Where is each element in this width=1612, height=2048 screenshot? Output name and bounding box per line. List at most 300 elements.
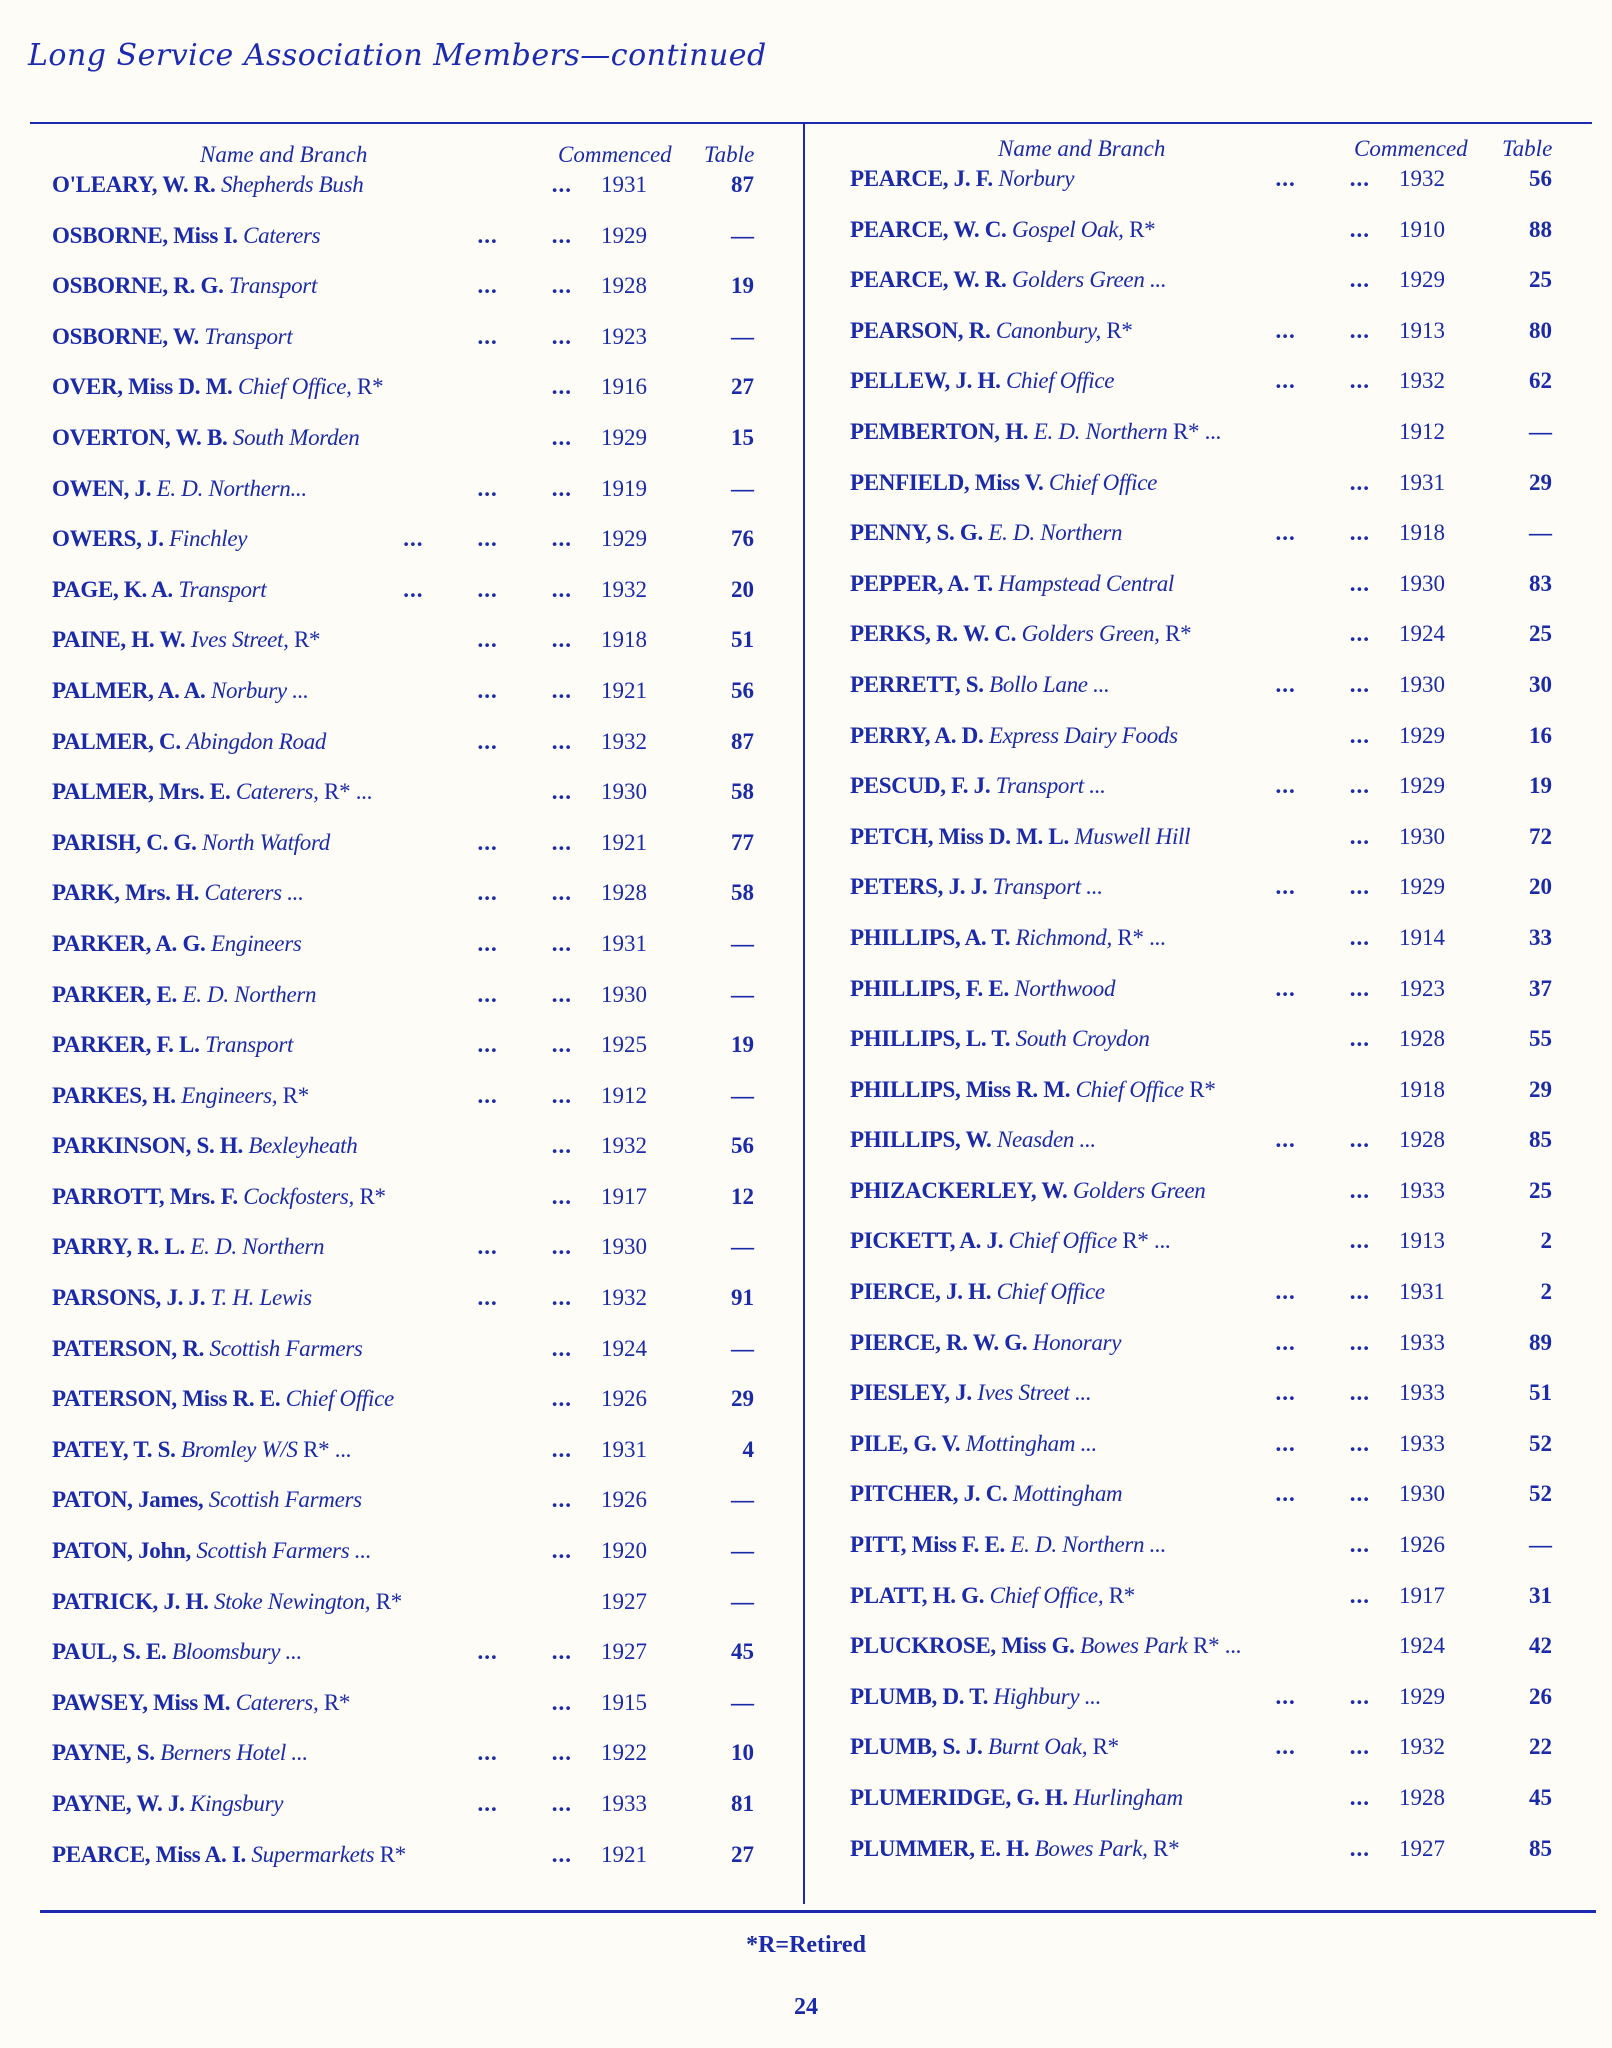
member-row [52, 779, 772, 830]
table-number: — [731, 1538, 754, 1564]
surname: PESCUD, F. J. [850, 773, 991, 799]
retired-mark: R* [282, 1082, 309, 1108]
member-name [52, 1791, 283, 1817]
table-number: 87 [731, 172, 754, 197]
member-name [850, 318, 1133, 344]
commenced-year: 1927 [601, 1588, 647, 1614]
member-name [52, 1437, 351, 1463]
surname: PLATT, H. G. [850, 1582, 985, 1608]
retired-mark: R* [357, 374, 384, 400]
branch: Norbury [998, 166, 1075, 191]
member-row [52, 1184, 772, 1235]
leader-dots: ... [1349, 1532, 1370, 1558]
surname: PAUL, S. E. [52, 1639, 167, 1665]
leader-dots: ... ... [1275, 1329, 1370, 1355]
member-name [850, 874, 1103, 900]
surname: PEPPER, A. T. [850, 570, 993, 596]
branch: Honorary [1032, 1329, 1122, 1355]
table-number: — [731, 1487, 754, 1513]
member-row [850, 1380, 1570, 1431]
table-number: — [1529, 1532, 1552, 1558]
commenced-year: 1929 [601, 222, 647, 248]
surname: PLUCKROSE, Miss G. [850, 1633, 1075, 1659]
leader-dots: ... [551, 1538, 572, 1564]
member-row [850, 571, 1570, 622]
commenced-year: 1928 [601, 273, 647, 299]
commenced-year: 1920 [601, 1538, 647, 1564]
leader-dots: ... ... [1275, 368, 1370, 394]
table-number: 83 [1529, 570, 1552, 596]
branch: Supermarkets [251, 1841, 375, 1867]
commenced-year: 1924 [1399, 1633, 1445, 1659]
table-number: 19 [731, 273, 754, 299]
commenced-year: 1928 [1399, 1127, 1445, 1153]
member-row [52, 931, 772, 982]
surname: PHILLIPS, W. [850, 1127, 992, 1153]
member-name [850, 925, 1165, 951]
header-name-branch: Name and Branch [998, 136, 1166, 161]
table-number: 2 [1540, 1228, 1552, 1254]
retired-mark: R* ... [1117, 924, 1166, 950]
member-row [52, 1032, 772, 1083]
table-number: 19 [731, 1032, 754, 1058]
leader-dots: ... ... [1275, 520, 1370, 546]
leader-dots: ... [551, 374, 572, 400]
commenced-year: 1931 [1399, 469, 1445, 495]
member-name [850, 267, 1166, 293]
branch: E. D. Northern [1033, 418, 1168, 444]
member-name [850, 1431, 1097, 1457]
top-rule [30, 122, 1592, 124]
member-row [52, 1234, 772, 1285]
retired-mark: R* [359, 1183, 386, 1209]
commenced-year: 1933 [1399, 1430, 1445, 1456]
table-number: 33 [1529, 924, 1552, 950]
footnote-retired: *R=Retired [746, 1932, 866, 1958]
table-number: 52 [1529, 1481, 1552, 1507]
surname: PLUMERIDGE, G. H. [850, 1785, 1068, 1810]
branch: Transport [178, 576, 267, 602]
branch: E. D. Northern [190, 1234, 325, 1260]
member-row [52, 1690, 772, 1741]
branch: Transport [205, 1032, 294, 1058]
retired-mark: R* [1106, 317, 1133, 343]
commenced-year: 1930 [1399, 1481, 1445, 1507]
commenced-year: 1914 [1399, 924, 1445, 950]
branch: Caterers, [235, 1689, 319, 1715]
table-number: 51 [1529, 1380, 1552, 1406]
member-name [52, 1690, 350, 1716]
branch: Finchley [169, 526, 248, 552]
leader-dots: ... [551, 1183, 572, 1209]
surname: PHILLIPS, A. T. [850, 924, 1011, 950]
member-name [52, 324, 292, 350]
member-name [52, 779, 372, 805]
branch: Chief Office [1075, 1076, 1184, 1102]
commenced-year: 1933 [601, 1791, 647, 1816]
member-name [52, 476, 307, 502]
leader-dots: ... ... [477, 1791, 572, 1816]
member-row [52, 982, 772, 1033]
member-row [52, 678, 772, 729]
leader-dots: ... ... [1275, 1279, 1370, 1305]
branch: Bexleyheath [248, 1133, 358, 1159]
commenced-year: 1932 [601, 728, 647, 754]
retired-mark: R* [1189, 1076, 1216, 1102]
leader-dots: ... ... [1275, 1734, 1370, 1760]
branch: T. H. Lewis [210, 1285, 312, 1311]
table-number: 89 [1529, 1329, 1552, 1355]
surname: O'LEARY, W. R. [52, 172, 216, 197]
table-number: 19 [1529, 773, 1552, 799]
surname: PARKER, F. L. [52, 1032, 200, 1058]
member-name [850, 1330, 1121, 1356]
member-name [850, 166, 1074, 192]
table-number: 30 [1529, 671, 1552, 697]
commenced-year: 1923 [1399, 975, 1445, 1001]
leader-dots: ... [551, 1841, 572, 1867]
member-row [52, 1133, 772, 1184]
surname: PELLEW, J. H. [850, 368, 1001, 394]
branch: E. D. Northern [988, 520, 1123, 546]
leader-dots: ... [1349, 1177, 1370, 1203]
member-list-right [850, 166, 1570, 1886]
member-name [850, 1228, 1170, 1254]
retired-mark: R* [294, 627, 321, 653]
table-number: 16 [1529, 722, 1552, 748]
surname: OWERS, J. [52, 526, 164, 552]
surname: PILE, G. V. [850, 1430, 961, 1456]
branch: Caterers [243, 222, 321, 248]
branch: South Morden [232, 424, 360, 450]
commenced-year: 1929 [601, 424, 647, 450]
commenced-year: 1930 [1399, 570, 1445, 596]
table-number: 72 [1529, 823, 1552, 849]
member-name [52, 678, 309, 704]
commenced-year: 1932 [601, 1133, 647, 1159]
branch: Transport [228, 273, 318, 299]
member-row [850, 368, 1570, 419]
leader-dots: ... [1349, 621, 1370, 647]
surname: PEARSON, R. [850, 317, 991, 343]
commenced-year: 1926 [601, 1386, 647, 1412]
table-number: 25 [1529, 1177, 1552, 1203]
leader-dots: ... ... ... [403, 526, 572, 552]
branch: Scottish Farmers ... [196, 1538, 372, 1564]
surname: PALMER, C. [52, 728, 181, 754]
table-number: 29 [1529, 1076, 1552, 1102]
branch: Stoke Newington, [214, 1588, 371, 1614]
table-number: 56 [1529, 166, 1552, 191]
commenced-year: 1916 [601, 374, 647, 400]
retired-mark: R* [1108, 1582, 1135, 1608]
leader-dots: ... ... [1275, 975, 1370, 1001]
leader-dots: ... ... ... [403, 576, 572, 602]
surname: PATERSON, R. [52, 1335, 205, 1361]
retired-mark: R* [379, 1841, 406, 1867]
retired-mark: R* [375, 1588, 402, 1614]
surname: PARROTT, Mrs. F. [52, 1183, 238, 1209]
commenced-year: 1917 [1399, 1582, 1445, 1608]
leader-dots: ... ... [477, 1740, 572, 1766]
branch: Transport [204, 323, 293, 349]
table-number: 26 [1529, 1683, 1552, 1709]
member-row [850, 672, 1570, 723]
header-table: Table [1502, 136, 1553, 161]
surname: PATERSON, Miss R. E. [52, 1386, 281, 1412]
branch: Transport ... [995, 773, 1106, 799]
member-row [52, 577, 772, 628]
member-name [850, 1178, 1205, 1204]
member-name [52, 1386, 394, 1412]
member-row [52, 1842, 772, 1893]
branch: Neasden ... [996, 1127, 1096, 1153]
member-name [52, 729, 326, 755]
surname: PATEY, T. S. [52, 1436, 176, 1462]
commenced-year: 1930 [1399, 671, 1445, 697]
leader-dots: ... ... [1275, 1481, 1370, 1507]
table-number: 62 [1529, 368, 1552, 394]
branch: Chief Office, [237, 374, 352, 400]
commenced-year: 1925 [601, 1032, 647, 1058]
retired-mark: R* ... [303, 1436, 352, 1462]
surname: PATON, John, [52, 1538, 191, 1564]
branch: Shepherds Bush [220, 172, 364, 197]
member-row [850, 1684, 1570, 1735]
member-name [850, 368, 1114, 394]
branch: Bollo Lane ... [989, 671, 1110, 697]
surname: PERKS, R. W. C. [850, 621, 1017, 647]
member-row [850, 1532, 1570, 1583]
member-name [850, 1734, 1119, 1760]
member-name [850, 824, 1190, 850]
leader-dots: ... ... [477, 1285, 572, 1311]
member-row [52, 1336, 772, 1387]
surname: OWEN, J. [52, 475, 152, 501]
commenced-year: 1917 [601, 1183, 647, 1209]
member-row [52, 1487, 772, 1538]
member-name [52, 1285, 312, 1311]
member-name [850, 1026, 1150, 1052]
leader-dots: ... [1349, 570, 1370, 596]
table-number: 55 [1529, 1026, 1552, 1052]
member-row [52, 1538, 772, 1589]
surname: OVER, Miss D. M. [52, 374, 233, 400]
branch: Cockfosters, [243, 1183, 354, 1209]
member-row [850, 1330, 1570, 1381]
table-number: — [731, 930, 754, 956]
table-number: 12 [731, 1183, 754, 1209]
retired-mark: R* [1153, 1835, 1180, 1861]
member-row [52, 1285, 772, 1336]
commenced-year: 1918 [1399, 520, 1445, 546]
table-number: 15 [731, 424, 754, 450]
member-row [850, 1178, 1570, 1229]
left-column [52, 142, 772, 1892]
member-row [850, 723, 1570, 774]
table-number: 91 [731, 1285, 754, 1311]
leader-dots: ... ... [1275, 317, 1370, 343]
surname: PHILLIPS, F. E. [850, 975, 1009, 1001]
table-number: — [731, 1335, 754, 1361]
surname: PARISH, C. G. [52, 829, 197, 855]
table-number: 25 [1529, 621, 1552, 647]
right-column [850, 136, 1570, 1886]
member-name [52, 1234, 324, 1260]
member-row [850, 1228, 1570, 1279]
branch: Golders Green, [1021, 621, 1160, 647]
surname: PERRETT, S. [850, 671, 984, 697]
member-name [850, 1583, 1135, 1609]
branch: Muswell Hill [1074, 823, 1191, 849]
leader-dots: ... [1349, 1582, 1370, 1608]
surname: PARKES, H. [52, 1082, 176, 1108]
commenced-year: 1930 [601, 779, 647, 805]
leader-dots: ... [551, 1386, 572, 1412]
table-number: 85 [1529, 1127, 1552, 1153]
commenced-year: 1924 [601, 1335, 647, 1361]
member-name [52, 830, 330, 856]
leader-dots: ... ... [477, 880, 572, 906]
table-number: 51 [731, 627, 754, 653]
table-number: 58 [731, 779, 754, 805]
branch: Transport ... [992, 874, 1103, 900]
member-row [850, 1279, 1570, 1330]
surname: PLUMB, D. T. [850, 1683, 989, 1709]
leader-dots: ... ... [477, 222, 572, 248]
member-name [52, 1336, 363, 1362]
member-name [52, 172, 363, 198]
branch: Burnt Oak, [987, 1734, 1088, 1760]
member-name [850, 1127, 1096, 1153]
member-row [850, 166, 1570, 217]
branch: Bowes Park [1080, 1633, 1188, 1659]
member-row [52, 830, 772, 881]
member-row [850, 1785, 1570, 1836]
surname: PEARCE, Miss A. I. [52, 1841, 246, 1867]
surname: PARKER, A. G. [52, 930, 206, 956]
member-row [850, 419, 1570, 470]
branch: South Croydon [1015, 1026, 1150, 1052]
leader-dots: ... [1349, 1785, 1370, 1810]
leader-dots: ... ... [477, 1639, 572, 1665]
branch: Express Dairy Foods [988, 722, 1178, 748]
table-number: — [731, 323, 754, 349]
member-row [850, 976, 1570, 1027]
surname: PAYNE, W. J. [52, 1791, 185, 1816]
member-name [52, 273, 317, 299]
member-name [52, 1842, 406, 1868]
member-name [52, 880, 304, 906]
branch: Bowes Park, [1034, 1835, 1148, 1861]
member-row [52, 476, 772, 527]
commenced-year: 1913 [1399, 317, 1445, 343]
member-name [52, 931, 302, 957]
leader-dots: ... [551, 172, 572, 197]
table-number: 20 [731, 576, 754, 602]
surname: PARKER, E. [52, 981, 177, 1007]
member-name [52, 526, 247, 552]
retired-mark: R* [1165, 621, 1192, 647]
commenced-year: 1929 [1399, 267, 1445, 293]
member-name [850, 1077, 1216, 1103]
member-name [850, 571, 1174, 597]
commenced-year: 1933 [1399, 1329, 1445, 1355]
table-number: 88 [1529, 216, 1552, 242]
leader-dots: ... [1349, 216, 1370, 242]
branch: Chief Office [1008, 1228, 1117, 1254]
surname: PALMER, Mrs. E. [52, 779, 231, 805]
commenced-year: 1921 [601, 1841, 647, 1867]
member-name [52, 223, 320, 249]
surname: PAYNE, S. [52, 1740, 155, 1766]
leader-dots: ... ... [477, 323, 572, 349]
table-number: 56 [731, 1133, 754, 1159]
member-name [52, 1589, 402, 1615]
commenced-year: 1932 [601, 1285, 647, 1311]
surname: PATON, James, [52, 1487, 204, 1513]
member-name [850, 773, 1106, 799]
commenced-year: 1912 [601, 1082, 647, 1108]
surname: PLUMB, S. J. [850, 1734, 983, 1760]
commenced-year: 1931 [601, 172, 647, 197]
table-number: 4 [742, 1436, 754, 1462]
member-name [52, 577, 266, 603]
member-name [52, 1083, 309, 1109]
surname: PEARCE, J. F. [850, 166, 993, 191]
member-row [850, 874, 1570, 925]
table-number: 45 [1529, 1785, 1552, 1810]
member-name [52, 1032, 293, 1058]
page-number: 24 [794, 1994, 818, 2020]
surname: PHILLIPS, Miss R. M. [850, 1076, 1071, 1102]
table-number: 2 [1540, 1279, 1552, 1305]
commenced-year: 1931 [601, 1436, 647, 1462]
leader-dots: ... ... [477, 930, 572, 956]
branch: Mottingham [1012, 1481, 1123, 1507]
table-number: — [731, 1588, 754, 1614]
leader-dots: ... [1349, 823, 1370, 849]
member-name [850, 976, 1115, 1002]
surname: PARSONS, J. J. [52, 1285, 206, 1311]
table-number: — [1529, 520, 1552, 546]
member-row [52, 374, 772, 425]
table-number: 29 [731, 1386, 754, 1412]
surname: PIESLEY, J. [850, 1380, 972, 1406]
surname: PETERS, J. J. [850, 874, 988, 900]
surname: PATRICK, J. H. [52, 1588, 209, 1614]
branch: Abingdon Road [186, 728, 327, 754]
surname: PIERCE, J. H. [850, 1279, 992, 1305]
member-row [52, 1740, 772, 1791]
leader-dots: ... [1349, 1026, 1370, 1052]
branch: Ives Street, [190, 627, 289, 653]
retired-mark: R* ... [1172, 418, 1222, 444]
surname: PERRY, A. D. [850, 722, 984, 748]
member-row [52, 627, 772, 678]
member-row [850, 318, 1570, 369]
commenced-year: 1913 [1399, 1228, 1445, 1254]
branch: Kingsbury [189, 1791, 284, 1816]
branch: Chief Office [1048, 469, 1158, 495]
header-commenced: Commenced [558, 142, 672, 167]
surname: PALMER, A. A. [52, 677, 206, 703]
member-row [52, 526, 772, 577]
leader-dots: ... ... [477, 273, 572, 299]
branch: Mottingham ... [965, 1430, 1097, 1456]
member-name [52, 982, 316, 1008]
commenced-year: 1915 [601, 1689, 647, 1715]
